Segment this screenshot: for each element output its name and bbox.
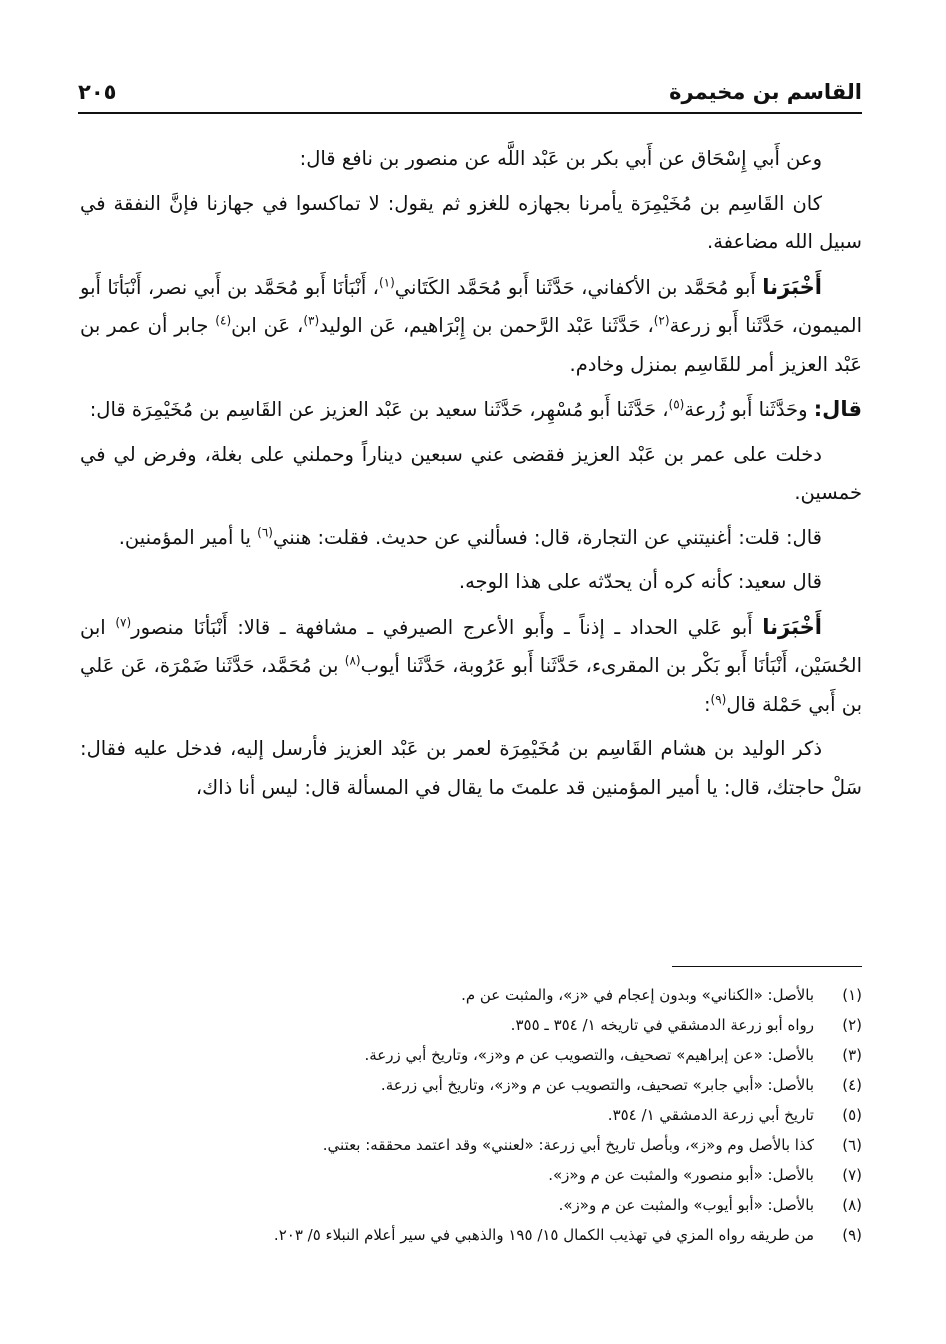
footnotes	[80, 980, 862, 1250]
paragraph-text: يا أمير المؤمنين.	[118, 525, 258, 549]
footnote	[80, 1190, 862, 1220]
paragraph	[80, 268, 862, 385]
footnote-text: بالأصل: «عن إبراهيم» تصحيف، والتصويب عن م و«ز»، وتاريخ أبي زرعة.	[364, 1046, 814, 1064]
paragraph-text: ، أَنْبَأنَا أَبو مُحَمَّد بن أَبي نصر، أَنْبَأنَا أَبو الميمون، حَدَّثَنا أَبو زرعة	[80, 275, 862, 337]
paragraph-text: ابن الحُسَيْن، أَنْبَأنَا أَبو بَكْر بن المقرىء، حَدَّثَنا أَبو عَرُوبة، حَدَّثَنا أيوب	[80, 615, 862, 677]
paragraph	[80, 608, 862, 725]
main-text	[80, 140, 862, 813]
paragraph-lead: أَخْبَرَنا	[762, 614, 823, 639]
paragraph-text: كان القَاسِم بن مُخَيْمِرَة يأمرنا بجهازه للغزو ثم يقول: لا تماكسوا في جهازنا فإنَّ النفقة في سبيل الله مضاعفة.	[80, 191, 862, 253]
paragraph	[80, 519, 862, 558]
paragraph-text: :	[703, 692, 711, 716]
footnote-text: بالأصل: «أبو منصور» والمثبت عن م و«ز».	[548, 1166, 814, 1184]
page-number: ٢٠٥	[78, 80, 117, 104]
footnote-ref: (٦)	[257, 525, 273, 539]
footnote-number: (٧)	[842, 1166, 862, 1184]
paragraph	[80, 390, 862, 430]
paragraph	[80, 436, 862, 513]
footnote-text: من طريقه رواه المزي في تهذيب الكمال ١٥/ ١٩٥ والذهبي في سير أعلام النبلاء ٥/ ٢٠٣.	[273, 1226, 814, 1244]
footnote-ref: (٩)	[710, 692, 727, 706]
paragraph-text: جابر أن عمر بن عَبْد العزيز أمر للقَاسِم بمنزل وخادم.	[80, 314, 862, 376]
footnote	[80, 1010, 862, 1040]
footnote-text: بالأصل: «أبي جابر» تصحيف، والتصويب عن م و«ز»، وتاريخ أبي زرعة.	[380, 1076, 814, 1094]
paragraph	[80, 730, 862, 807]
footnote-number: (١)	[842, 986, 862, 1004]
footnote-ref: (٨)	[344, 653, 361, 668]
footnote-number: (٢)	[842, 1016, 862, 1034]
footnote-number: (٩)	[842, 1226, 862, 1244]
footnote	[80, 1220, 862, 1250]
paragraph-text: قال: قلت: أغنيتني عن التجارة، قال: فسألني عن حديث. فقلت: هنني	[272, 525, 822, 549]
paragraph-text: وحَدَّثَنا أَبو زُرعة	[684, 398, 808, 421]
paragraph	[80, 185, 862, 262]
footnote	[80, 980, 862, 1010]
footnote-text: تاريخ أبي زرعة الدمشقي ١/ ٣٥٤.	[607, 1106, 814, 1124]
paragraph-text: ، حَدَّثَنا عَبْد الرَّحمن بن إِبْرَاهيم، عَن الوليد	[319, 314, 654, 337]
footnote	[80, 1100, 862, 1130]
paragraph-text: أَبو مُحَمَّد بن الأكفاني، حَدَّثَنا أَبو مُحَمَّد الكَتَاني	[394, 275, 756, 299]
paragraph-lead: أَخْبَرَنا	[762, 274, 822, 299]
footnote-number: (٤)	[842, 1076, 862, 1094]
paragraph-text: قال سعيد: كأنه كره أن يحدّثه على هذا الوجه.	[458, 570, 822, 593]
footnote-ref: (١)	[378, 275, 395, 289]
paragraph-text: ذكر الوليد بن هشام القَاسِم بن مُخَيْمِرَة لعمر بن عَبْد العزيز فأرسل إليه، فدخل عليه فقال: سَلْ حاجتك، قال: يا أمير المؤمنين قد علمتَ ما يقال في المسألة قال: ليس أنا ذاك،	[80, 737, 862, 799]
footnote	[80, 1070, 862, 1100]
footnote-ref: (٧)	[115, 615, 132, 629]
paragraph	[80, 140, 862, 179]
paragraph	[80, 563, 862, 602]
footnote-ref: (٢)	[653, 313, 670, 328]
paragraph-text: ، عَن ابن	[231, 314, 304, 337]
paragraph-text: وعن أَبي إِسْحَاق عن أَبي بكر بن عَبْد اللَّه عن منصور بن نافع قال:	[299, 147, 822, 170]
footnote-ref: (٣)	[303, 313, 320, 328]
footnote-ref: (٥)	[668, 397, 685, 412]
paragraph-text: دخلت على عمر بن عَبْد العزيز فقضى عني سبعين ديناراً وحملني على بغلة، وفرض لي في خمسين.	[80, 442, 862, 504]
paragraph-text: أَبو عَلي الحداد ـ إذناً ـ وأَبو الأعرج الصيرفي ـ مشافهة ـ قالا: أَنْبَأنَا منصور	[131, 615, 753, 639]
footnote-number: (٥)	[842, 1106, 862, 1124]
paragraph-lead: قال:	[813, 397, 862, 421]
running-title: القاسم بن مخيمرة	[669, 80, 862, 104]
footnote-number: (٣)	[842, 1046, 862, 1064]
footnote-number: (٨)	[842, 1196, 862, 1214]
footnote-text: بالأصل: «أبو أيوب» والمثبت عن م و«ز».	[558, 1196, 814, 1214]
page-header	[78, 66, 862, 114]
paragraph-text: ، حَدَّثَنا أَبو مُسْهِر، حَدَّثَنا سعيد بن عَبْد العزيز عن القَاسِم بن مُخَيْمِرَة قال:	[89, 398, 669, 421]
footnote-divider	[672, 966, 862, 967]
footnote	[80, 1160, 862, 1190]
footnote	[80, 1040, 862, 1070]
paragraph-text: بن مُحَمَّد، حَدَّثَنا ضَمْرَة، عَن عَلي بن أَبي حَمْلة قال	[80, 654, 862, 716]
footnote-text: كذا بالأصل وم و«ز»، وبأصل تاريخ أبي زرعة: «لعنني» وقد اعتمد محققه: بعتني.	[322, 1136, 814, 1154]
footnote-number: (٦)	[842, 1136, 862, 1154]
footnote-text: رواه أبو زرعة الدمشقي في تاريخه ١/ ٣٥٤ ـ ٣٥٥.	[510, 1016, 814, 1034]
footnote-text: بالأصل: «الكناني» وبدون إعجام في «ز»، والمثبت عن م.	[461, 986, 814, 1004]
footnote-ref: (٤)	[215, 313, 232, 328]
footnote	[80, 1130, 862, 1160]
